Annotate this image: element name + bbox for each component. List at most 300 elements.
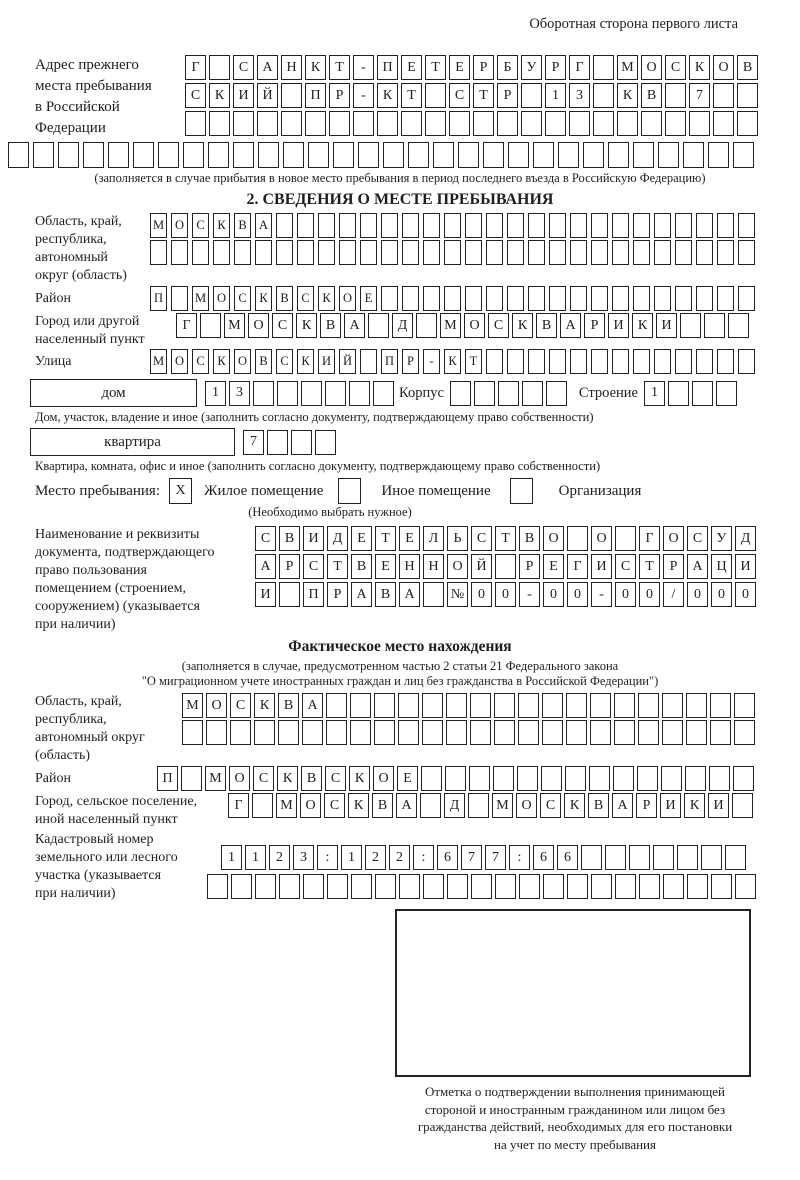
char-cell <box>507 213 524 238</box>
char-cell <box>686 720 707 745</box>
char-cell: Д <box>444 793 465 818</box>
apartment-label-box <box>30 428 235 456</box>
char-cell <box>717 240 734 265</box>
char-cell: Т <box>639 554 660 579</box>
char-cell <box>675 213 692 238</box>
char-cell <box>305 111 326 136</box>
document-row-2 <box>255 554 756 579</box>
char-cell: В <box>279 526 300 551</box>
char-cell <box>350 720 371 745</box>
char-cell: К <box>617 83 638 108</box>
char-cell <box>737 83 758 108</box>
char-cell: Р <box>497 83 518 108</box>
char-cell: С <box>303 554 324 579</box>
char-cell <box>450 381 471 406</box>
char-cell: У <box>521 55 542 80</box>
char-cell <box>333 142 354 168</box>
char-cell: 3 <box>293 845 314 870</box>
char-cell <box>420 793 441 818</box>
char-cell: И <box>656 313 677 338</box>
char-cell <box>725 845 746 870</box>
note-line: "О миграционном учете иностранных граждан и лиц без гражданства в Российской Федерации") <box>141 674 659 688</box>
char-cell <box>486 349 503 374</box>
caption-line: Отметка о подтверждении выполнения принимающей <box>424 1084 726 1099</box>
korpus-row <box>450 381 567 406</box>
char-cell <box>675 240 692 265</box>
char-cell <box>507 349 524 374</box>
char-cell: 6 <box>437 845 458 870</box>
char-cell <box>708 142 729 168</box>
char-cell <box>483 142 504 168</box>
city-block <box>35 313 800 349</box>
previous-address-label <box>35 55 185 139</box>
char-cell <box>654 213 671 238</box>
char-cell <box>662 693 683 718</box>
stroenie-label: Строение <box>578 384 638 401</box>
char-cell <box>349 381 370 406</box>
char-cell: В <box>641 83 662 108</box>
char-cell <box>528 286 545 311</box>
char-cell <box>542 693 563 718</box>
char-cell: Е <box>397 766 418 791</box>
char-cell <box>593 111 614 136</box>
char-cell: - <box>353 55 374 80</box>
char-cell: А <box>255 213 272 238</box>
char-cell: 0 <box>615 582 636 607</box>
char-cell <box>633 142 654 168</box>
char-cell: О <box>713 55 734 80</box>
char-cell <box>570 286 587 311</box>
char-cell: 1 <box>341 845 362 870</box>
label-line: Область, край, <box>35 694 122 709</box>
char-cell: С <box>253 766 274 791</box>
char-cell <box>207 874 228 899</box>
char-cell <box>444 240 461 265</box>
label-line: места пребывания <box>35 78 152 94</box>
char-cell: С <box>297 286 314 311</box>
char-cell <box>497 111 518 136</box>
label-line: при наличии) <box>35 886 116 901</box>
char-cell: А <box>396 793 417 818</box>
region-row-1 <box>150 213 755 238</box>
char-cell <box>716 381 737 406</box>
char-cell <box>662 720 683 745</box>
char-cell <box>445 766 466 791</box>
char-cell: О <box>339 286 356 311</box>
char-cell: В <box>234 213 251 238</box>
stay-type-note: (Необходимо выбрать нужное) <box>248 505 412 519</box>
char-cell <box>423 582 444 607</box>
char-cell <box>495 554 516 579</box>
prev-address-row-2 <box>185 83 758 108</box>
char-cell <box>108 142 129 168</box>
char-cell: 7 <box>485 845 506 870</box>
char-cell: 1 <box>245 845 266 870</box>
char-cell <box>208 142 229 168</box>
char-cell <box>710 693 731 718</box>
char-cell <box>507 240 524 265</box>
char-cell <box>444 286 461 311</box>
char-cell: И <box>303 526 324 551</box>
actual-location-title: Фактическое место нахождения <box>288 638 512 655</box>
char-cell <box>423 874 444 899</box>
char-cell <box>612 213 629 238</box>
char-cell <box>541 766 562 791</box>
char-cell <box>533 142 554 168</box>
char-cell <box>200 313 221 338</box>
page-side-note: Оборотная сторона первого листа <box>529 16 738 32</box>
char-cell: Б <box>497 55 518 80</box>
char-cell: О <box>206 693 227 718</box>
char-cell: В <box>276 286 293 311</box>
char-cell: Г <box>639 526 660 551</box>
char-cell: А <box>351 582 372 607</box>
char-cell <box>614 720 635 745</box>
char-cell: К <box>348 793 369 818</box>
char-cell: М <box>440 313 461 338</box>
char-cell: Й <box>471 554 492 579</box>
prev-address-row-3 <box>185 111 758 136</box>
char-cell <box>665 83 686 108</box>
char-cell: - <box>519 582 540 607</box>
char-cell <box>680 313 701 338</box>
char-cell <box>567 526 588 551</box>
char-cell: С <box>325 766 346 791</box>
cadastral-row-2 <box>207 874 756 899</box>
char-cell: В <box>737 55 758 80</box>
char-cell <box>258 142 279 168</box>
previous-address-block <box>35 55 800 139</box>
char-cell <box>465 213 482 238</box>
char-cell: Т <box>327 554 348 579</box>
stay-type-checkbox-organization <box>510 478 533 504</box>
house-box-label: дом <box>101 384 126 401</box>
char-cell <box>494 720 515 745</box>
char-cell: С <box>230 693 251 718</box>
char-cell <box>468 793 489 818</box>
char-cell: 0 <box>735 582 756 607</box>
caption-line: на учет по месту пребывания <box>494 1136 656 1152</box>
char-cell: В <box>588 793 609 818</box>
char-cell: Е <box>399 526 420 551</box>
char-cell <box>658 142 679 168</box>
char-cell <box>507 286 524 311</box>
char-cell: Г <box>176 313 197 338</box>
char-cell: О <box>213 286 230 311</box>
char-cell <box>279 582 300 607</box>
char-cell: О <box>641 55 662 80</box>
char-cell: И <box>591 554 612 579</box>
char-cell <box>494 693 515 718</box>
char-cell <box>549 240 566 265</box>
char-cell <box>276 240 293 265</box>
char-cell <box>486 240 503 265</box>
char-cell <box>608 142 629 168</box>
char-cell <box>308 142 329 168</box>
char-cell: Н <box>399 554 420 579</box>
char-cell <box>185 111 206 136</box>
char-cell: Г <box>567 554 588 579</box>
char-cell: Р <box>584 313 605 338</box>
char-cell: - <box>423 349 440 374</box>
char-cell: К <box>349 766 370 791</box>
char-cell <box>33 142 54 168</box>
char-cell <box>329 111 350 136</box>
char-cell <box>591 349 608 374</box>
char-cell <box>277 381 298 406</box>
char-cell <box>486 213 503 238</box>
char-cell <box>291 430 312 455</box>
char-cell <box>605 845 626 870</box>
char-cell: О <box>447 554 468 579</box>
label-line: земельного или лесного <box>35 850 178 865</box>
char-cell: С <box>185 83 206 108</box>
label-line: право пользования <box>35 563 147 578</box>
label-line: Город, сельское поселение, <box>35 794 198 809</box>
stay-type-block <box>35 478 800 504</box>
char-cell <box>209 55 230 80</box>
char-cell <box>737 111 758 136</box>
char-cell <box>402 286 419 311</box>
char-cell <box>549 286 566 311</box>
actual-city-row <box>228 793 753 818</box>
actual-region-row-1 <box>182 693 755 718</box>
actual-district-row <box>157 766 754 791</box>
char-cell: Т <box>473 83 494 108</box>
char-cell <box>675 286 692 311</box>
char-cell: С <box>234 286 251 311</box>
char-cell <box>470 720 491 745</box>
char-cell <box>728 313 749 338</box>
char-cell <box>591 240 608 265</box>
char-cell: О <box>663 526 684 551</box>
char-cell <box>254 720 275 745</box>
char-cell: Н <box>281 55 302 80</box>
char-cell <box>617 111 638 136</box>
char-cell <box>733 142 754 168</box>
actual-region-block <box>35 693 800 765</box>
char-cell: М <box>182 693 203 718</box>
cadastral-label <box>35 831 207 903</box>
char-cell: Е <box>360 286 377 311</box>
char-cell <box>257 111 278 136</box>
char-cell: Ц <box>711 554 732 579</box>
char-cell: Р <box>329 83 350 108</box>
char-cell <box>233 111 254 136</box>
char-cell <box>351 874 372 899</box>
region-block <box>35 213 800 285</box>
char-cell: И <box>255 582 276 607</box>
char-cell: Р <box>663 554 684 579</box>
char-cell <box>612 349 629 374</box>
char-cell <box>297 240 314 265</box>
char-cell: П <box>381 349 398 374</box>
char-cell <box>542 720 563 745</box>
label-line: Область, край, <box>35 214 122 229</box>
char-cell <box>192 240 209 265</box>
char-cell <box>402 213 419 238</box>
char-cell <box>519 874 540 899</box>
char-cell <box>549 213 566 238</box>
char-cell: П <box>150 286 167 311</box>
char-cell: И <box>735 554 756 579</box>
char-cell: Е <box>401 55 422 80</box>
char-cell <box>230 720 251 745</box>
char-cell <box>581 845 602 870</box>
char-cell: 7 <box>243 430 264 455</box>
char-cell <box>233 142 254 168</box>
label-line: документа, подтверждающего <box>35 545 215 560</box>
char-cell: Р <box>519 554 540 579</box>
char-cell: Р <box>402 349 419 374</box>
char-cell <box>508 142 529 168</box>
house-block <box>30 379 800 407</box>
char-cell <box>255 240 272 265</box>
char-cell <box>558 142 579 168</box>
char-cell: К <box>254 693 275 718</box>
char-cell <box>734 693 755 718</box>
label-line: округ (область) <box>35 268 127 283</box>
char-cell <box>133 142 154 168</box>
district-block <box>35 286 800 311</box>
char-cell: 0 <box>471 582 492 607</box>
char-cell: В <box>301 766 322 791</box>
char-cell <box>591 874 612 899</box>
char-cell <box>701 845 722 870</box>
char-cell <box>375 874 396 899</box>
char-cell: Р <box>473 55 494 80</box>
char-cell <box>474 381 495 406</box>
char-cell <box>422 693 443 718</box>
char-cell: Г <box>228 793 249 818</box>
char-cell: М <box>276 793 297 818</box>
char-cell <box>733 766 754 791</box>
char-cell <box>654 286 671 311</box>
stay-type-label: Место пребывания: <box>35 482 160 499</box>
char-cell <box>325 381 346 406</box>
char-cell: О <box>464 313 485 338</box>
apartment-note: Квартира, комната, офис и иное (заполнить согласно документу, подтверждающему право собственности) <box>35 459 601 473</box>
char-cell: М <box>192 286 209 311</box>
char-cell <box>495 874 516 899</box>
char-cell: М <box>150 349 167 374</box>
char-cell <box>528 240 545 265</box>
char-cell <box>253 381 274 406</box>
char-cell <box>612 286 629 311</box>
char-cell: С <box>192 213 209 238</box>
char-cell <box>399 874 420 899</box>
cadastral-block <box>35 831 800 903</box>
char-cell <box>339 213 356 238</box>
char-cell: 3 <box>229 381 250 406</box>
char-cell <box>373 381 394 406</box>
char-cell: М <box>617 55 638 80</box>
char-cell: М <box>205 766 226 791</box>
confirmation-stamp-area <box>395 909 751 1077</box>
char-cell <box>638 720 659 745</box>
char-cell <box>423 240 440 265</box>
char-cell <box>543 874 564 899</box>
char-cell: Й <box>339 349 356 374</box>
stroenie-row <box>644 381 737 406</box>
section-2-title: 2. СВЕДЕНИЯ О МЕСТЕ ПРЕБЫВАНИЯ <box>246 191 554 208</box>
char-cell <box>444 213 461 238</box>
char-cell <box>591 213 608 238</box>
char-cell: С <box>471 526 492 551</box>
char-cell <box>416 313 437 338</box>
char-cell <box>398 693 419 718</box>
char-cell <box>569 111 590 136</box>
char-cell: 6 <box>533 845 554 870</box>
char-cell <box>281 83 302 108</box>
char-cell: Р <box>327 582 348 607</box>
char-cell: Т <box>495 526 516 551</box>
char-cell: / <box>663 582 684 607</box>
char-cell <box>471 874 492 899</box>
char-cell: 1 <box>205 381 226 406</box>
char-cell: О <box>543 526 564 551</box>
char-cell: К <box>255 286 272 311</box>
char-cell: 1 <box>644 381 665 406</box>
house-note: Дом, участок, владение и иное (заполнить согласно документу, подтверждающему право собственности) <box>35 410 594 424</box>
char-cell <box>327 874 348 899</box>
char-cell <box>358 142 379 168</box>
char-cell <box>612 240 629 265</box>
street-label: Улица <box>35 353 72 369</box>
char-cell: В <box>320 313 341 338</box>
char-cell: А <box>687 554 708 579</box>
char-cell: О <box>171 349 188 374</box>
char-cell: Д <box>392 313 413 338</box>
char-cell <box>423 286 440 311</box>
region-label <box>35 213 150 285</box>
char-cell: С <box>665 55 686 80</box>
char-cell <box>473 111 494 136</box>
char-cell <box>150 240 167 265</box>
char-cell <box>234 240 251 265</box>
char-cell: А <box>399 582 420 607</box>
char-cell <box>689 111 710 136</box>
char-cell <box>713 83 734 108</box>
char-cell: С <box>488 313 509 338</box>
char-cell <box>713 111 734 136</box>
char-cell: М <box>150 213 167 238</box>
char-cell: В <box>255 349 272 374</box>
char-cell: К <box>377 83 398 108</box>
char-cell: О <box>234 349 251 374</box>
char-cell <box>663 874 684 899</box>
char-cell: И <box>708 793 729 818</box>
char-cell <box>566 693 587 718</box>
char-cell <box>685 766 706 791</box>
char-cell: Т <box>401 83 422 108</box>
char-cell <box>433 142 454 168</box>
caption-line: гражданства действий, необходимых для его постановки <box>417 1119 733 1134</box>
char-cell <box>465 286 482 311</box>
document-label <box>35 526 255 634</box>
char-cell <box>583 142 604 168</box>
note-line: (заполняется в случае, предусмотренном частью 2 статьи 21 Федерального закона <box>181 659 619 673</box>
char-cell: Л <box>423 526 444 551</box>
street-block <box>35 349 800 374</box>
label-line: (область) <box>35 748 91 763</box>
char-cell <box>181 766 202 791</box>
char-cell: В <box>351 554 372 579</box>
char-cell: Т <box>375 526 396 551</box>
actual-district-label: Район <box>35 770 71 786</box>
char-cell <box>353 111 374 136</box>
char-cell <box>383 142 404 168</box>
